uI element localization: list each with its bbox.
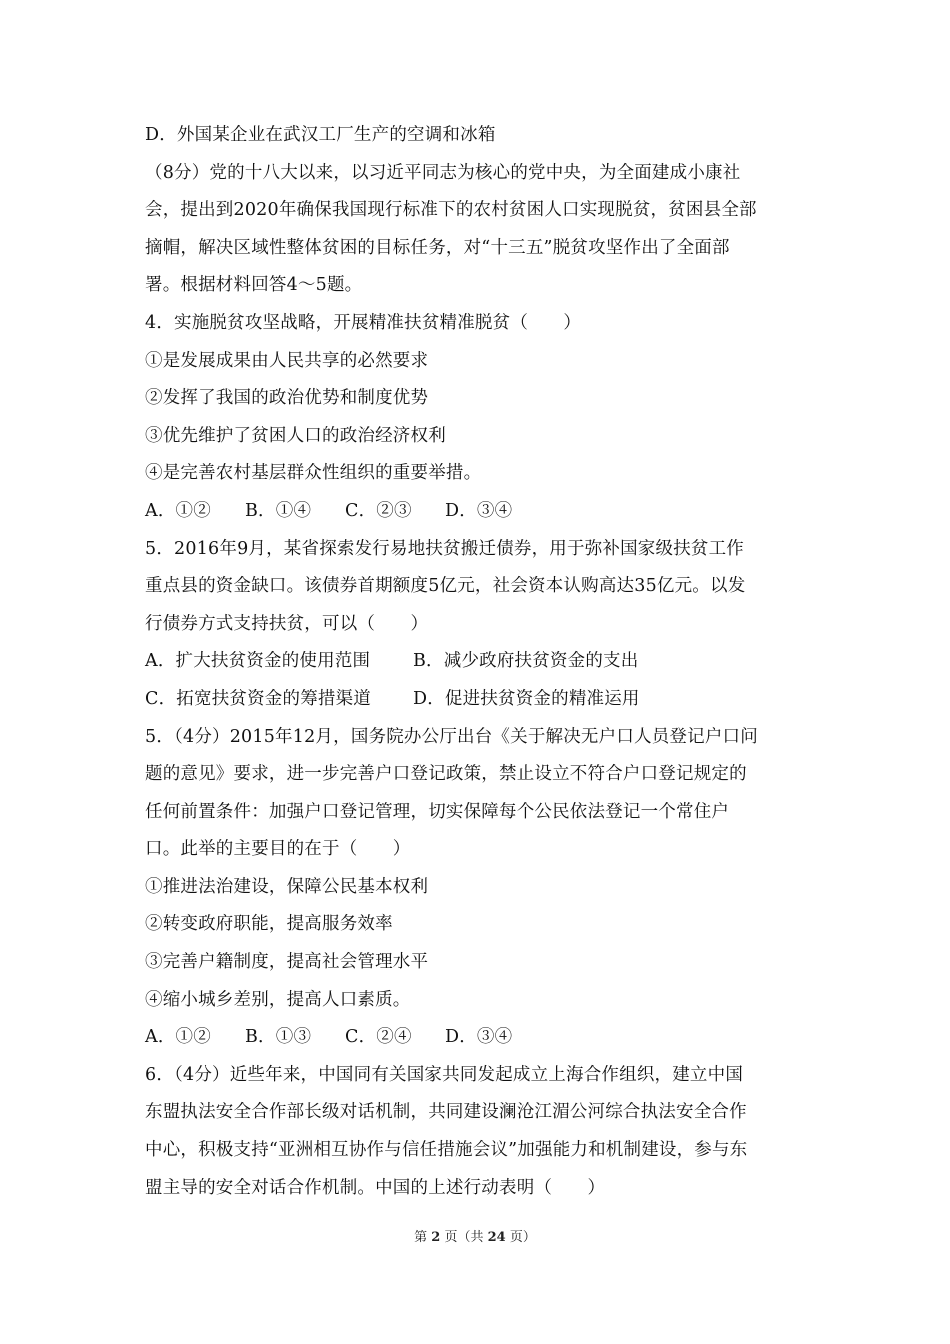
question-5b-stem: 题的意见》要求，进一步完善户口登记政策，禁止设立不符合户口登记规定的 — [145, 764, 747, 785]
option-b: B．减少政府扶贫资金的支出 — [413, 651, 639, 672]
option-c: C．拓宽扶贫资金的筹措渠道 — [145, 688, 371, 709]
option-d: D．③④ — [445, 500, 513, 521]
question-6-stem: 6．（4分）近些年来，中国同有关国家共同发起成立上海合作组织，建立中国 — [145, 1064, 744, 1085]
statement: ④是完善农村基层群众性组织的重要举措。 — [145, 463, 482, 484]
option-b: B．①③ — [245, 1027, 312, 1048]
question-5b-stem: 5．（4分）2015年12月，国务院办公厅出台《关于解决无户口人员登记户口问 — [145, 726, 758, 747]
question-5b-options — [145, 1019, 810, 1057]
statement: ④缩小城乡差别，提高人口素质。 — [145, 989, 411, 1010]
footer-prefix: 第 — [414, 1230, 432, 1245]
footer-suffix: 页） — [505, 1230, 536, 1245]
option-a: A．扩大扶贫资金的使用范围 — [145, 651, 371, 672]
option-a: A．①② — [145, 500, 211, 521]
text-line: 摘帽，解决区域性整体贫困的目标任务，对“十三五”脱贫攻坚作出了全面部 — [145, 237, 730, 258]
question-5a-stem: 5．2016年9月，某省探索发行易地扶贫搬迁债券，用于弥补国家级扶贫工作 — [145, 538, 745, 559]
current-page-number: 2 — [431, 1230, 441, 1245]
question-5a-stem: 行债券方式支持扶贫，可以（ ） — [145, 613, 429, 634]
question-4-options — [145, 493, 810, 531]
text-line: 署。根据材料回答4～5题。 — [145, 275, 363, 296]
statement: ①推进法治建设，保障公民基本权利 — [145, 876, 429, 897]
option-c: C．②③ — [345, 500, 412, 521]
question-5a-options-row — [145, 681, 810, 719]
statement: ②转变政府职能，提高服务效率 — [145, 914, 393, 935]
option-c: C．②④ — [345, 1027, 412, 1048]
option-a: A．①② — [145, 1027, 211, 1048]
statement: ③优先维护了贫困人口的政治经济权利 — [145, 425, 446, 446]
footer-middle: 页（共 — [440, 1230, 488, 1245]
statement: ①是发展成果由人民共享的必然要求 — [145, 350, 429, 371]
question-5a-options-row — [145, 643, 810, 681]
question-5b-stem: 任何前置条件：加强户口登记管理，切实保障每个公民依法登记一个常住户 — [145, 801, 730, 822]
text-line: 会，提出到2020年确保我国现行标准下的农村贫困人口实现脱贫，贫困县全部 — [145, 200, 757, 221]
question-6-stem: 盟主导的安全对话合作机制。中国的上述行动表明（ ） — [145, 1177, 606, 1198]
option-b: B．①④ — [245, 500, 312, 521]
text-line: D．外国某企业在武汉工厂生产的空调和冰箱 — [145, 125, 496, 145]
total-page-count: 24 — [487, 1230, 506, 1245]
option-d: D．促进扶贫资金的精准运用 — [413, 688, 640, 709]
page-footer — [0, 1226, 950, 1245]
document-body — [145, 117, 810, 1207]
question-4-stem: 4．实施脱贫攻坚战略，开展精准扶贫精准脱贫（ ） — [145, 312, 582, 333]
question-5b-stem: 口。此举的主要目的在于（ ） — [145, 839, 411, 860]
question-6-stem: 中心，积极支持“亚洲相互协作与信任措施会议”加强能力和机制建设，参与东 — [145, 1140, 748, 1161]
option-d: D．③④ — [445, 1027, 513, 1048]
question-6-stem: 东盟执法安全合作部长级对话机制，共同建设澜沧江湄公河综合执法安全合作 — [145, 1102, 747, 1123]
question-5a-stem: 重点县的资金缺口。该债券首期额度5亿元，社会资本认购高达35亿元。以发 — [145, 576, 746, 597]
text-line: （8分）党的十八大以来，以习近平同志为核心的党中央，为全面建成小康社 — [145, 162, 741, 183]
statement: ②发挥了我国的政治优势和制度优势 — [145, 388, 429, 409]
statement: ③完善户籍制度，提高社会管理水平 — [145, 952, 429, 973]
